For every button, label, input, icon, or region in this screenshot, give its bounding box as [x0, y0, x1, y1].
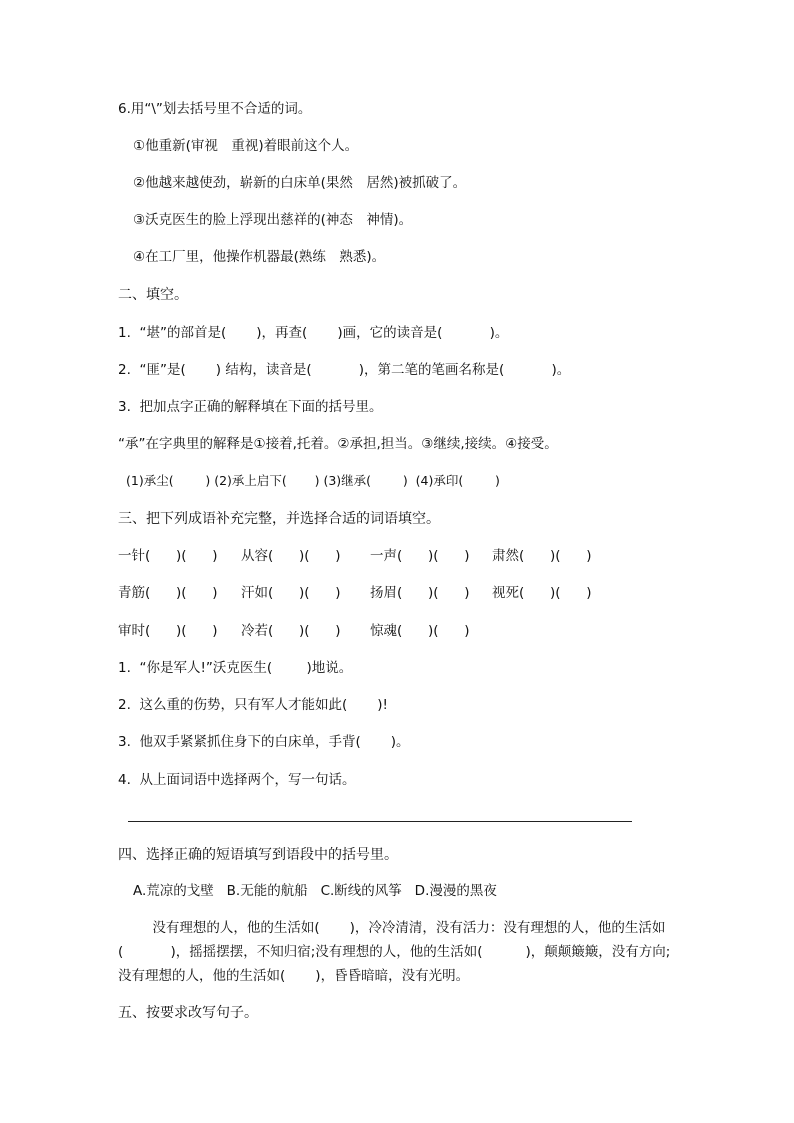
q6-title: 6.用“\”划去括号里不合适的词。: [118, 101, 312, 117]
s4-phrase-options: A.荒凉的戈壁 B.无能的航船 C.断线的风筝 D.漫漫的黑夜: [133, 883, 497, 899]
s4-paragraph-line-3: 没有理想的人，他的生活如( )，昏昏暗暗，没有光明。: [118, 968, 470, 984]
idiom-item: 冷若( )( ): [241, 623, 341, 639]
q6-item-1: ①他重新(审视 重视)着眼前这个人。: [133, 138, 359, 154]
section-4-heading: 四、选择正确的短语填写到语段中的括号里。: [118, 847, 398, 863]
idiom-item: 视死( )( ): [492, 585, 592, 601]
s4-paragraph-line-1: 没有理想的人，他的生活如( )，冷冷清清，没有活力：没有理想的人，他的生活如: [118, 920, 666, 936]
q6-item-3: ③沃克医生的脸上浮现出慈祥的(神态 神情)。: [133, 212, 413, 228]
s2-question-2: 2. “匪”是( ) 结构，读音是( )，第二笔的笔画名称是( )。: [118, 362, 571, 378]
s3-question-3: 3. 他双手紧紧抓住身下的白床单，手背( )。: [118, 734, 410, 750]
section-3-heading: 三、把下列成语补充完整，并选择合适的词语填空。: [118, 511, 440, 527]
idiom-item: 汗如( )( ): [241, 585, 341, 601]
idiom-item: 审时( )( ): [118, 623, 218, 639]
q6-item-2: ②他越来越使劲，崭新的白床单(果然 居然)被抓破了。: [133, 175, 467, 191]
idiom-item: 肃然( )( ): [492, 548, 592, 564]
answer-line: [128, 821, 632, 822]
s2-question-1: 1. “堪”的部首是( )，再查( )画，它的读音是( )。: [118, 325, 509, 341]
s2-question-3: 3. 把加点字正确的解释填在下面的括号里。: [118, 399, 383, 415]
s2-dict-definition: “承”在字典里的解释是①接着,托着。②承担,担当。③继续,接续。④接受。: [118, 436, 558, 452]
idiom-item: 从容( )( ): [241, 548, 341, 564]
section-2-heading: 二、填空。: [118, 287, 188, 303]
q6-item-4: ④在工厂里，他操作机器最(熟练 熟悉)。: [133, 249, 386, 265]
idiom-item: 扬眉( )( ): [370, 585, 470, 601]
s4-paragraph-line-2: ( )，摇摇摆摆，不知归宿;没有理想的人，他的生活如( )，颠颠簸簸，没有方向;: [118, 944, 671, 960]
section-5-heading: 五、按要求改写句子。: [118, 1005, 258, 1021]
idiom-item: 一针( )( ): [118, 548, 218, 564]
s3-question-4: 4. 从上面词语中选择两个，写一句话。: [118, 772, 356, 788]
idiom-item: 惊魂( )( ): [370, 623, 470, 639]
s3-question-2: 2. 这么重的伤势，只有军人才能如此( )!: [118, 697, 388, 713]
s2-fill-options: (1)承尘( ) (2)承上启下( ) (3)继承( ) (4)承印( ): [126, 473, 500, 488]
idiom-item: 一声( )( ): [370, 548, 470, 564]
s3-question-1: 1. “你是军人!”沃克医生( )地说。: [118, 660, 353, 676]
idiom-item: 青筋( )( ): [118, 585, 218, 601]
